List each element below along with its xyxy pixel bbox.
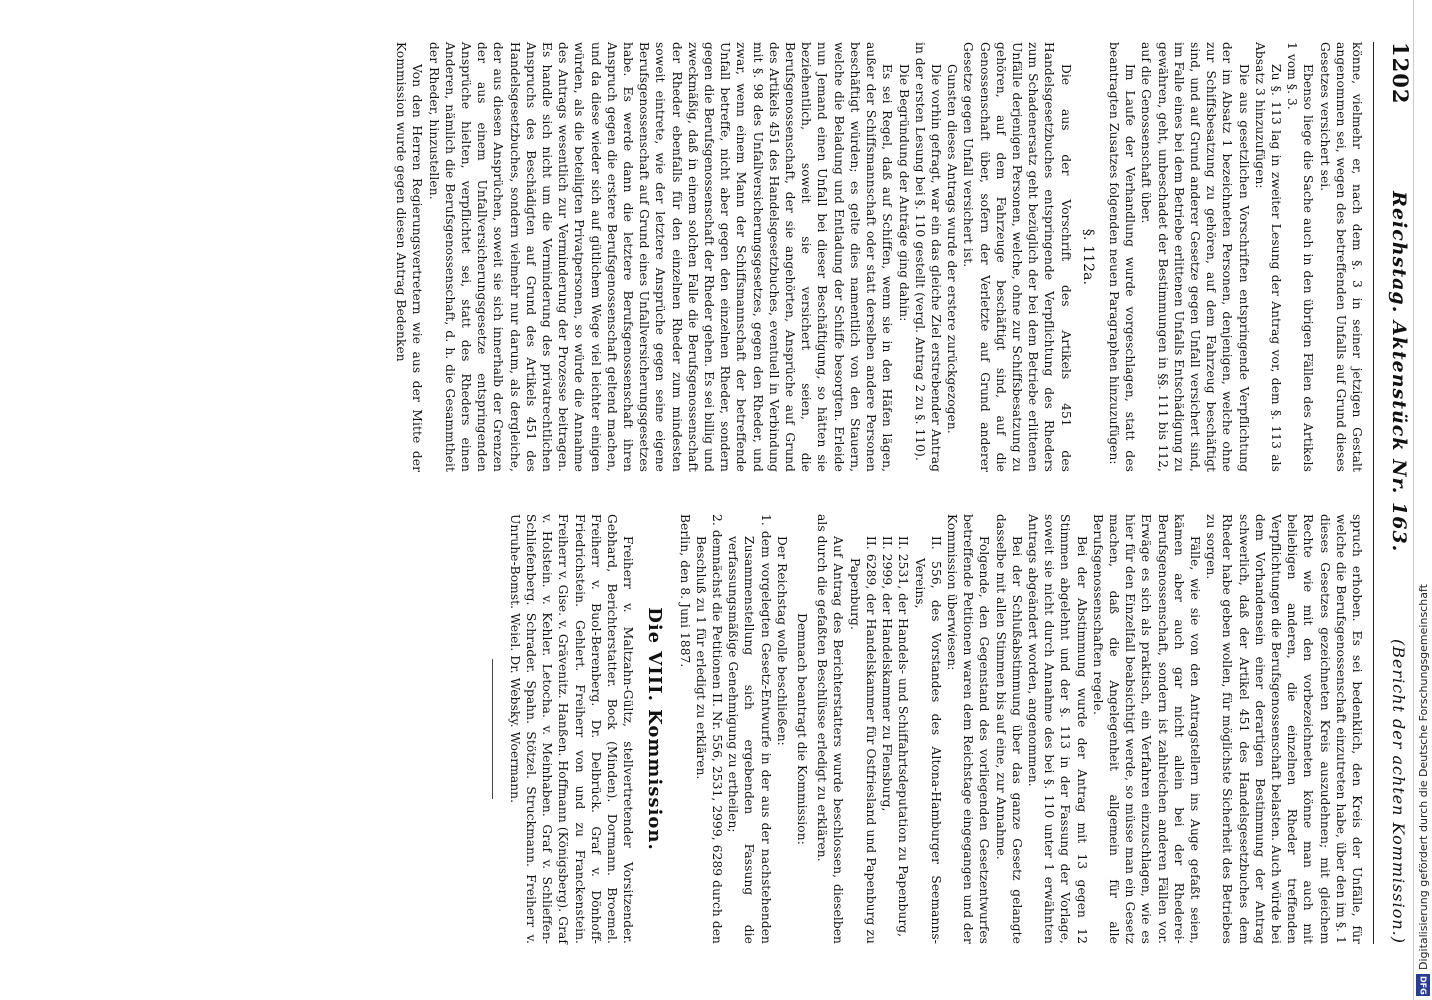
paragraph: Auf Antrag des Berichterstatters wurde beschlossen, dieselben als durch die gefaßten Beschlüsse erledigt zu erklären. <box>815 514 846 944</box>
paragraph: könne, vielmehr er, nach dem §. 3 in seiner jetzigen Gestalt angenommen sei, wegen des betreffenden Unfalls auf Grund dieses Gesetzes versichert sei. <box>1317 42 1364 472</box>
petition-item: II. 6289, der Handelskammer für Ostfriesland und Papenburg zu Papenburg. <box>847 536 878 944</box>
running-header <box>1373 42 1413 944</box>
demand-intro: Demnach beantragt die Kommission: <box>795 613 810 845</box>
page-subtitle: (Bericht der achten Kommission.) <box>1389 639 1408 944</box>
paragraph: Gunsten dieses Antrags wurde der erstere zurückgezogen. <box>945 64 960 434</box>
credit-text: Digitalisierung gefördert durch die Deutsche Forschungsgemeinschaft <box>1417 584 1430 970</box>
paragraph: spruch erhoben. Es sei bedenklich, den Kreis der Unfälle, für welche die Berufsgenossenschaft einzutreten habe, über den im §. 1 dieses Gesetzes gezeichneten Kreis auszudehnen; mit gleichem Rechte wie mit den vorbezeichneten könne man auch mit beliebigen anderen, die einzelnen Rheder treffenden Verpflichtungen die Berufsgenossenschaft belasten. Auch würde bei dem Vorhandensein einer derartigen Bestimmung der Antrag schwerlich, daß der Artikel 451 des Handelsgesetzbuches dem Rheder habe geben wollen, für möglichste Sicherheit des Betriebes zu sorgen. <box>1204 514 1364 944</box>
demand-item: 1. dem vorgelegten Gesetz-Entwurfe in der aus der nachstehenden Zusammenstellung sich ergebenden Fassung die verfassungsmäßige Genehmigung zu ertheilen; <box>726 514 773 944</box>
demand-item: 2. demnächst die Petitionen II. Nr. 556, 2531, 2999, 6289 durch den Beschluß zu 1 für erledigt zu erklären. <box>693 514 725 944</box>
petition-item: II. 2999, der Handelskammer zu Flensburg, <box>880 536 895 812</box>
paragraph: Bei der Abstimmung wurde der Antrag mit 13 gegen 12 Stimmen abgelehnt und der §. 113 in der Fassung der Vorlage, soweit sie nicht durch Annahme des bei §. 110 unter 1 erwähnten Antrags abgeändert worden, angenommen. <box>1025 514 1089 944</box>
section-heading: §. 112a. <box>1079 228 1096 286</box>
paragraph: Ebenso liege die Sache auch in den übrigen Fällen des Artikels 1 vom §. 3. <box>1285 42 1316 472</box>
paragraph: Die aus der Vorschrift des Artikels 451 des Handelsgesetzbuches entspringende Verpflichtung des Rheders zum Schadenersatz geht bezüglich der bei dem Betriebe erlittenen Unfälle derjenigen Personen, welche, ohne zur Schiffsbesatzung zu gehören, auf dem Fahrzeuge beschäftigt sind, auf die Genossenschaft über, sofern der Verletzte auf Grund anderer Gesetze gegen Unfall versichert ist. <box>961 42 1073 472</box>
paragraph: Die Begründung der Anträge ging dahin: <box>896 64 911 322</box>
closing-rule <box>492 659 493 799</box>
commission-title: Die VIII. Kommission. <box>644 607 666 851</box>
dfg-logo: DFG <box>1416 974 1430 996</box>
left-column <box>393 42 1365 472</box>
petition-item: II. 556, des Vorstandes des Altona-Hamburger Seemanns-Vereins, <box>912 536 943 944</box>
paragraph: Fälle, wie sie von den Antragstellern ins Auge gefaßt seien, kämen aber auch gar nicht allein bei der Rhederei-Berufsgenossenschaft, sondern ist zahlreichen anderen Fällen vor. Erwäge es sich als praktisch, ein Verfahren einzuschlagen, wie es hier für den Einzelfall beabsichtigt werde, so müsse man ein Gesetz machen, daß die Angelegenheit allgemein für alle Berufsgenossenschaften regele. <box>1090 514 1202 944</box>
paragraph: Die aus gesetzlichen Vorschriften entspringende Verpflichtung der im Absatz 1 bezeichneten Personen, denjenigen, welche ohne zur Schiffsbesatzung zu gehören, auf dem Fahrzeug beschäftigt sind, und auf Grund anderer Gesetze gegen Unfall versichert sind, im Falle eines bei dem Betriebe erlittenen Unfalls Entschädigung zu gewähren, geht, unbeschadet der Bestimmungen in §§. 111 bis 112, auf die Genossenschaft über. <box>1139 42 1251 472</box>
page-title: Reichstag. Aktenstück Nr. 163. <box>1388 191 1410 553</box>
paragraph: Folgende, den Gegenstand des vorliegenden Gesetzentwurfes betreffende Petitionen waren dem Reichstage eingegangen und der Kommission überwiesen: <box>944 514 992 944</box>
commission-members: Freiherr v. Maltzahn-Gültz, stellvertretender Vorsitzender. Gebhard, Berichterstatter. Bock (Minden). Dormann. Broemel. Freiherr v. Buol-Berenberg. Dr. Delbrück. Graf v. Dönhoff-Friedrichstein. Gehlert. Freiherr von und zu Franckenstein. Freiherr v. Gise. v. Grävenitz. Hanßen. Hoffmann (Königsberg). Graf v. Holstein. v. Kehler. Letocha. v. Meinhaben. Graf v. Schlieffen-Schliefenberg. Schrader. Spahn. Stötzel. Struckmann. Freiherr v. Unruhe-Bomst. Weiel. Dr. Websky. Woermann. <box>507 514 636 944</box>
paragraph: Die vorhin gefragt, war ein das gleiche Ziel erstrebender Antrag in der ersten Lesung bei §. 110 gestellt (vergl. Antrag 2 zu §. 110). <box>912 42 943 472</box>
place-date: Berlin, den 8. Juni 1887. <box>677 514 692 668</box>
petition-item: II. 2531, der Handels- und Schiffahrtsdeputation zu Papenburg, <box>896 536 911 938</box>
page-number: 1202 <box>1388 42 1413 105</box>
paragraph: Zu §. 113 lag in zweiter Lesung der Antrag vor, dem §. 113 als Absatz 3 hinzuzufügen: <box>1252 42 1283 472</box>
document-page <box>30 0 1430 990</box>
paragraph: Es sei Regel, daß auf Schiffen, wenn sie in den Häfen lägen, außer der Schiffsmannschaft oder statt derselben andere Personen beschäftigt würden; es gelte dies namentlich von den Stauern, welche die Beladung und Entladung der Schiffe besorgten. Erleide nun Jemand einen Unfall bei dieser Beschäftigung, so hätten sie beziehentlich, soweit sie versichert seien, die Berufsgenossenschaft, der sie angehörten, Ansprüche auf Grund des Artikels 451 des Handelsgesetzbuches, eventuell in Verbindung mit §. 98 des Unfallversicherungsgesetzes, gegen den Rheder, und zwar, wenn einem Mann der Schiffsmannschaft der betreffende Unfall betreffe, nicht aber gegen den einzelnen Rheder, sondern gegen die Berufsgenossenschaft der Rheder gehen. Es sei billig und zweckmäßig, daß in einem solchen Falle die Berufsgenossenschaft der Rheder ebenfalls für den einzelnen Rheder zum mindesten soweit eintrete, wie der letztere Ansprüche gegen seine eigene Berufsgenossenschaft auf Grund eines Unfallversicherungsgesetzes habe. Es werde dann die letztere Berufsgenossenschaft ihren Anspruch gegen die erstere Berufsgenossenschaft geltend machen, und da diese wieder sich auf gütlichem Wege viel leichter einigen würden, als die beteiligten Privatpersonen, so würde die Annahme des Antrags wesentlich zur Verminderung der Prozesse beitragen. Es handle sich nicht um die Verminderung des privatrechtlichen Anspruchs des Beschädigten auf Grund des Artikels 451 des Handelsgesetzbuches, sondern vielmehr nur darum, als dergleiche, der aus diesen Ansprüchen, soweit sie sich innerhalb der Grenzen der aus einem Unfallversicherungsgesetze entspringenden Ansprüche hielten, verpflichtet sei, statt des Rheders einen Anderen, nämlich die Berufsgenossenschaft, d. h. die Gesammtheit der Rheder, hinzustellen. <box>426 42 895 472</box>
right-column <box>393 514 1365 944</box>
paragraph: Bei der Schlußabstimmung über das ganze Gesetz gelangte dasselbe mit allen Stimmen bis auf eine, zur Annahme. <box>993 514 1024 944</box>
paragraph: Im Laufe der Verhandlung wurde vorgeschlagen, statt des beantragten Zusatzes folgenden neuen Paragraphen hinzuzufügen: <box>1106 42 1138 472</box>
digitization-credit <box>1413 0 1432 1000</box>
demand-main: Der Reichstag wolle beschließen: <box>774 536 789 746</box>
paragraph: Von den Herren Regierungsvertretern wie aus der Mitte der Kommission wurde gegen diesen Antrag Bedenken <box>394 42 425 472</box>
